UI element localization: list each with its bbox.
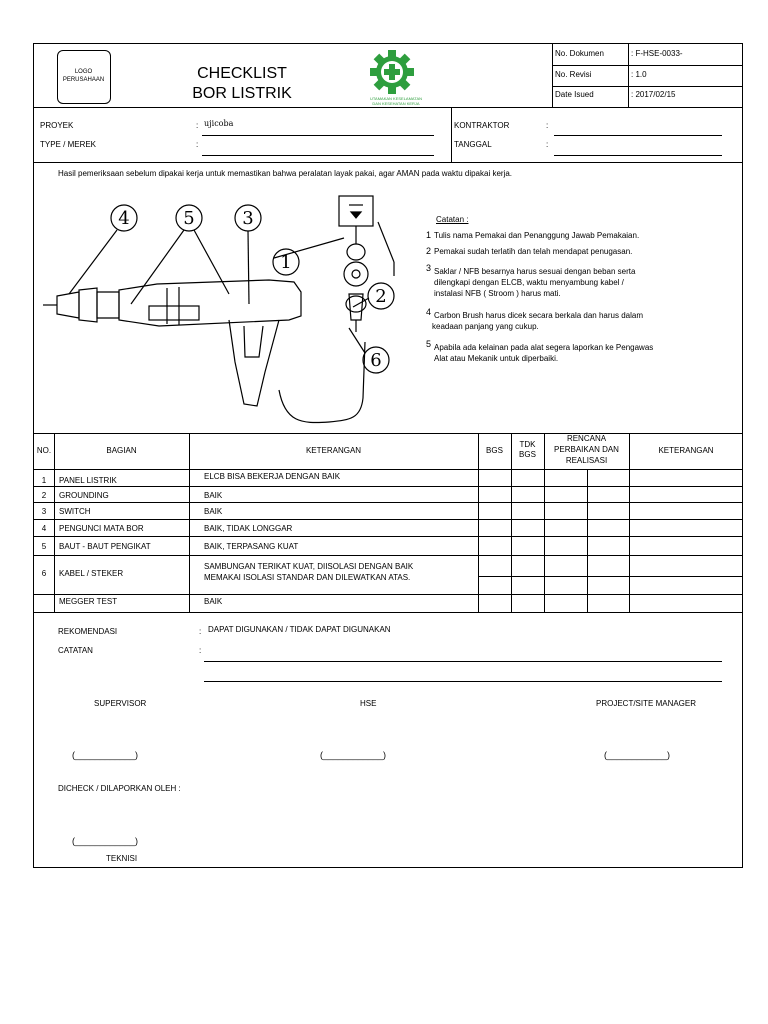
title-line-2: BOR LISTRIK [192,85,292,102]
k3-emblem [364,48,428,110]
row-keterangan: BAIK [204,491,223,500]
type-merek-field[interactable] [202,155,434,156]
col-bgs-header: BGS [486,446,503,455]
kontraktor-label: KONTRAKTOR [454,121,510,130]
hse-signature[interactable]: (____________) [320,750,387,760]
row-bagian: PANEL LISTRIK [59,476,117,485]
note-number: 3 [426,263,432,273]
title-line-1: CHECKLIST [197,65,287,82]
form-title [152,64,332,104]
tanggal-label: TANGGAL [454,140,492,149]
note-number: 4 [426,307,432,317]
drill-diagram [39,192,409,432]
catatan-field-2[interactable] [204,681,722,682]
col-keterangan2-header: KETERANGAN [658,446,714,455]
catatan-colon: : [199,646,202,655]
electric-drill-icon [39,192,409,432]
supervisor-signature[interactable]: (____________) [72,750,139,760]
diagram-label-2: 2 [375,286,387,307]
supervisor-label: SUPERVISOR [94,699,147,708]
diagram-label-1: 1 [280,252,292,273]
row-keterangan-2: MEMAKAI ISOLASI STANDAR DAN DILEWATKAN ATAS. [204,573,411,582]
row-bagian: GROUNDING [59,491,109,500]
row-no: 4 [41,524,47,533]
type-colon: : [196,140,199,149]
revision-label: No. Revisi [555,70,592,79]
doc-no-label: No. Dokumen [555,49,604,58]
col-keterangan-header: KETERANGAN [305,446,362,455]
diagram-label-3: 3 [242,208,254,229]
hse-label: HSE [360,699,377,708]
note-number: 2 [426,246,432,256]
row-keterangan: BAIK, TERPASANG KUAT [204,542,299,551]
row-bagian: MEGGER TEST [59,597,118,606]
dicheck-label: DICHECK / DILAPORKAN OLEH : [58,784,181,793]
logo-text-2: PERUSAHAAN [62,77,105,83]
catatan-field[interactable] [204,661,722,662]
note-number: 1 [426,230,432,240]
note-number: 5 [426,339,432,349]
rekomendasi-label: REKOMENDASI [58,627,118,636]
row-no: 3 [41,507,47,516]
company-logo-box [57,50,111,104]
date-issued-label: Date Isued [555,90,594,99]
row-keterangan: SAMBUNGAN TERIKAT KUAT, DIISOLASI DENGAN BAIK [204,562,414,571]
note-line: Apabila ada kelainan pada alat segera laporkan ke Pengawas [434,343,654,352]
proyek-colon: : [196,121,199,130]
row-bagian: PENGUNCI MATA BOR [59,524,144,533]
col-rencana-header-3: REALISASI [565,456,608,465]
col-no-header: NO. [36,446,52,455]
col-rencana-header: RENCANA [566,434,607,443]
row-no: 1 [41,476,47,485]
row-keterangan: BAIK [204,597,223,606]
note-line: Saklar / NFB besarnya harus sesuai dengan beban serta [434,267,636,276]
psm-signature[interactable]: (____________) [604,750,671,760]
emblem-caption: UTAMAKAN KESELAMATAN [369,96,422,101]
rekomendasi-colon: : [199,627,202,636]
teknisi-label: TEKNISI [106,854,138,863]
note-line: Carbon Brush harus dicek secara berkala dan harus dalam [434,311,644,320]
form-frame [33,43,743,868]
notes-title: Catatan : [436,215,469,224]
logo-text: LOGO [74,69,93,75]
col-tdk-bgs-header: TDK [519,440,536,449]
row-no: 6 [41,569,47,578]
emblem-caption-2: DAN KESEHATAN KERJA [372,101,420,106]
row-keterangan: BAIK [204,507,223,516]
col-rencana-header-2: PERBAIKAN DAN [554,445,619,454]
kontraktor-field[interactable] [554,135,722,136]
diagram-label-6: 6 [370,350,382,371]
intro-text: Hasil pemeriksaan sebelum dipakai kerja untuk memastikan bahwa peralatan layak pakai, agar AMAN pada waktu dipakai kerja. [58,169,513,178]
teknisi-signature[interactable]: (____________) [72,836,139,846]
row-keterangan: ELCB BISA BEKERJA DENGAN BAIK [204,472,341,481]
catatan-label: CATATAN [58,646,93,655]
row-no: 5 [41,542,47,551]
proyek-label: PROYEK [40,121,74,130]
tanggal-colon: : [546,140,549,149]
diagram-label-4: 4 [118,208,130,229]
tanggal-field[interactable] [554,155,722,156]
note-line: Pemakai sudah terlatih dan telah mendapat penugasan. [434,247,633,256]
row-bagian: KABEL / STEKER [59,569,124,578]
row-bagian: SWITCH [59,507,91,516]
note-line: dilengkapi dengan ELCB, waktu menyambung kabel / [434,278,624,287]
diagram-label-5: 5 [183,208,195,229]
proyek-value[interactable]: ujicoba [204,119,234,128]
date-issued-value: : 2017/02/15 [631,90,676,99]
rekomendasi-value[interactable]: DAPAT DIGUNAKAN / TIDAK DAPAT DIGUNAKAN [208,625,391,634]
note-line: Alat atau Mekanik untuk diperbaiki. [434,354,559,363]
note-line: keadaan panjang yang cukup. [432,322,539,331]
proyek-line [202,135,434,136]
col-bagian-header: BAGIAN [106,446,137,455]
kontraktor-colon: : [546,121,549,130]
note-line: instalasi NFB ( Stroom ) harus mati. [434,289,561,298]
row-no: 2 [41,491,47,500]
col-tdk-bgs-header-2: BGS [519,450,536,459]
project-site-manager-label: PROJECT/SITE MANAGER [596,699,697,708]
type-merek-label: TYPE / MEREK [40,140,97,149]
row-keterangan: BAIK, TIDAK LONGGAR [204,524,293,533]
revision-value: : 1.0 [631,70,647,79]
note-line: Tulis nama Pemakai dan Penanggung Jawab Pemakaian. [434,231,640,240]
doc-no-value: : F-HSE-0033- [631,49,683,58]
row-bagian: BAUT - BAUT PENGIKAT [59,542,151,551]
